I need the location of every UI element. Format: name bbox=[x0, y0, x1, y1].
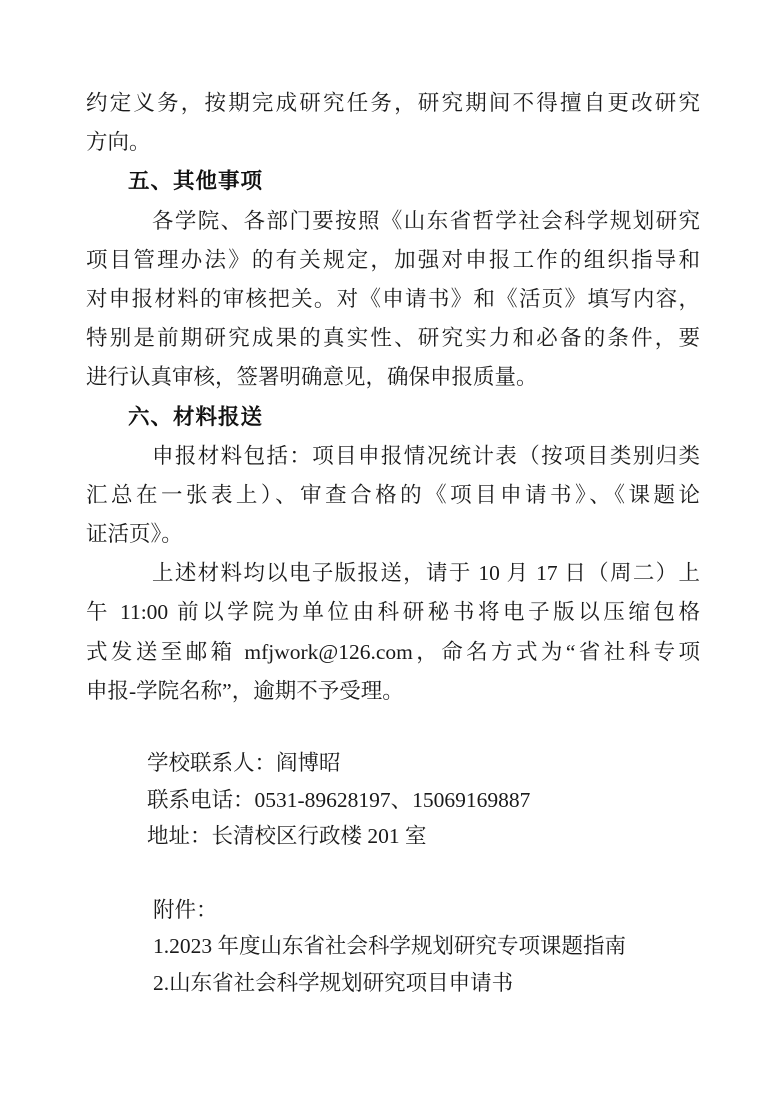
attachments-label: 附件： bbox=[153, 897, 218, 922]
attachment-item-1: 1.2023 年度山东省社会科学规划研究专项课题指南 bbox=[153, 934, 627, 958]
text-line: 对申报材料的审核把关。对《申请书》和《活页》填写内容， bbox=[86, 286, 700, 311]
attachments-list bbox=[86, 892, 700, 1002]
section-heading-5: 五、其他事项 bbox=[128, 169, 264, 194]
text-line: 汇总在一张表上）、审查合格的《项目申请书》、《课题论 bbox=[86, 482, 700, 507]
section-heading-6: 六、材料报送 bbox=[128, 404, 264, 429]
text-line: 证活页》。 bbox=[86, 522, 183, 547]
text-line: 上述材料均以电子版报送，请于 10 月 17 日（周二）上 bbox=[152, 561, 700, 586]
contact-address-line: 地址：长清校区行政楼 201 室 bbox=[147, 824, 427, 848]
contact-person-line: 学校联系人：阎博昭 bbox=[147, 751, 341, 775]
document-body bbox=[86, 84, 700, 711]
attachment-item-2: 2.山东省社会科学规划研究项目申请书 bbox=[153, 970, 514, 995]
text-line: 项目管理办法》的有关规定，加强对申报工作的组织指导和 bbox=[86, 247, 700, 272]
contact-info bbox=[86, 745, 700, 855]
text-line: 方向。 bbox=[86, 130, 151, 155]
text-line: 各学院、各部门要按照《山东省哲学社会科学规划研究 bbox=[152, 208, 700, 233]
text-line: 申报材料包括：项目申报情况统计表（按项目类别归类 bbox=[152, 443, 700, 468]
text-line: 式发送至邮箱 mfjwork@126.com，命名方式为“省社科专项 bbox=[86, 639, 700, 664]
contact-phone-line: 联系电话：0531-89628197、15069169887 bbox=[147, 787, 531, 812]
text-line: 特别是前期研究成果的真实性、研究实力和必备的条件，要 bbox=[86, 326, 700, 351]
text-line: 午 11:00 前以学院为单位由科研秘书将电子版以压缩包格 bbox=[86, 600, 700, 625]
text-line: 进行认真审核，签署明确意见，确保申报质量。 bbox=[86, 365, 538, 390]
text-line: 约定义务，按期完成研究任务，研究期间不得擅自更改研究 bbox=[86, 91, 700, 115]
text-line: 申报-学院名称”，逾期不予受理。 bbox=[86, 678, 404, 703]
